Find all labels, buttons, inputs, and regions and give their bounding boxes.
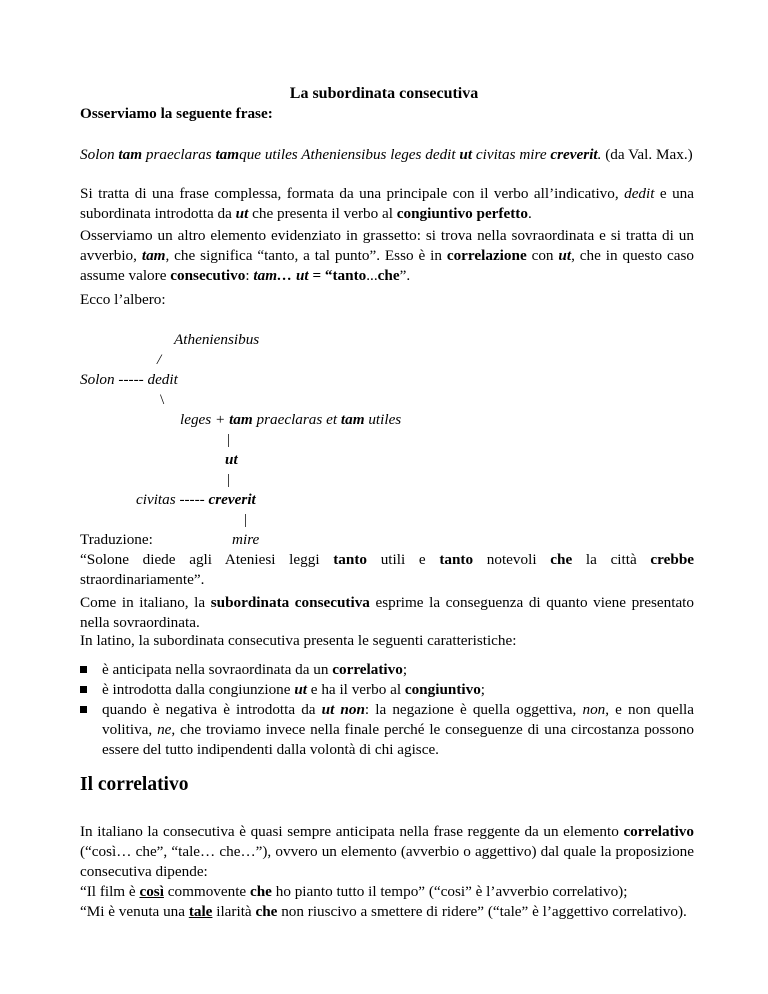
example-1	[80, 882, 694, 902]
text: ;	[402, 661, 408, 678]
text: In italiano la consecutiva è quasi sempre anticipata nella frase reggente da un elemento	[80, 823, 624, 840]
text: commovente	[163, 883, 250, 900]
term-tale: tale	[188, 903, 213, 920]
term-che: che	[249, 883, 272, 900]
tree-solon-dedit: Solon ----- dedit	[80, 371, 178, 388]
example-2	[80, 902, 694, 922]
tree-civitas-creverit	[136, 490, 256, 510]
ex-text: que utiles Atheniensibus leges dedit	[239, 146, 460, 163]
square-bullet-icon	[80, 666, 87, 673]
term-ut-non: ut non	[321, 701, 365, 718]
square-bullet-icon	[80, 686, 87, 693]
ex-creverit: creverit	[550, 146, 598, 163]
tree-atheniensibus: Atheniensibus	[174, 331, 260, 348]
paragraph-4: In latino, la subordinata consecutiva presenta le seguenti caratteristiche:	[80, 632, 517, 649]
ex-source: (da Val. Max.)	[601, 146, 693, 163]
text: Si tratta di una frase complessa, formata da una principale con il verbo all’indicativo,	[80, 185, 625, 202]
term-correlativo: correlativo	[623, 823, 694, 840]
text: utili e	[367, 551, 440, 568]
text: Come in italiano, la	[80, 594, 211, 611]
text: praeclaras et	[252, 411, 341, 428]
text: con	[526, 247, 559, 264]
text: “Il film è	[80, 883, 140, 900]
list-item	[80, 660, 694, 680]
text: è anticipata nella sovraordinata da un	[102, 661, 333, 678]
translation-text	[80, 550, 694, 590]
paragraph-5	[80, 822, 694, 882]
ex-ut: ut	[459, 146, 473, 163]
text: civitas -----	[136, 491, 209, 508]
term-che: che	[377, 267, 400, 284]
tree-pipe: |	[244, 511, 248, 528]
text: , che significa “tanto, a tal punto”. Esso è in	[165, 247, 447, 264]
square-bullet-icon	[80, 706, 87, 713]
term-ut: ut	[294, 681, 307, 698]
term-crebbe: crebbe	[650, 551, 695, 568]
ex-text: civitas mire	[472, 146, 551, 163]
text: (“così… che”, “tale… che…”), ovvero un elemento (avverbio o aggettivo) dal quale la proposizione consecutiva dipende:	[80, 843, 694, 880]
term-tam-ut: tam… ut	[253, 267, 309, 284]
text: .	[527, 205, 532, 222]
text: “Solone diede agli Ateniesi leggi	[80, 551, 334, 568]
term-tanto: tanto	[439, 551, 474, 568]
text: : la negazione è quella oggettiva,	[364, 701, 583, 718]
term-cosi: così	[139, 883, 164, 900]
term-ut: ut	[558, 247, 572, 264]
tree-pipe: |	[227, 431, 231, 448]
tree-slash: /	[157, 351, 162, 368]
text: esprime la conseguenza di quanto viene presentato nella sovraordinata.	[80, 594, 694, 631]
ex-tam: tam	[118, 146, 143, 163]
intro-label: Osserviamo la seguente frase:	[80, 105, 273, 122]
list-item	[80, 680, 694, 700]
tree-tam: tam	[340, 411, 365, 428]
term-tam: tam	[141, 247, 166, 264]
tree-ut: ut	[225, 451, 238, 468]
text: e ha il verbo al	[307, 681, 405, 698]
text: ...	[366, 267, 378, 284]
text: = “	[308, 267, 333, 284]
text: non riuscivo a smettere di ridere” (“tale” è l’aggettivo correlativo).	[277, 903, 687, 920]
term-congiuntivo: congiuntivo	[404, 681, 481, 698]
text: , e non quella volitiva,	[102, 701, 694, 738]
text: leges +	[180, 411, 230, 428]
ex-tam: tam	[215, 146, 240, 163]
paragraph-3	[80, 593, 694, 633]
page-title: La subordinata consecutiva	[289, 85, 479, 102]
text: quando è negativa è introdotta da	[102, 701, 322, 718]
tree-backslash: \	[160, 391, 165, 408]
text: ilarità	[212, 903, 256, 920]
text: ”.	[399, 267, 411, 284]
translation-line: straordinariamente”.	[80, 571, 205, 588]
text: Osserviamo un altro elemento evidenziato in grassetto: si trova nella sovraordinata e si tratta di un avverbio,	[80, 227, 694, 264]
text: che presenta il verbo al	[248, 205, 397, 222]
term-tanto: tanto	[333, 551, 367, 568]
term-ut: ut	[235, 205, 249, 222]
ex-text: .	[597, 146, 602, 163]
example-sentence	[80, 145, 694, 165]
translation-line	[80, 550, 694, 570]
term-ne: ne	[157, 721, 172, 738]
text: ho pianto tutto il tempo” (“cosi” è l’avverbio correlativo);	[271, 883, 628, 900]
tree-leges	[180, 410, 401, 430]
translation-label: Traduzione:	[80, 531, 153, 548]
list-item	[80, 700, 694, 760]
text: è introdotta dalla congiunzione	[102, 681, 295, 698]
paragraph-1	[80, 184, 694, 224]
term-consecutivo: consecutivo	[170, 267, 246, 284]
term-non: non	[582, 701, 606, 718]
ex-text: Solon	[80, 146, 119, 163]
features-list	[80, 660, 694, 760]
term-subordinata: subordinata consecutiva	[210, 594, 370, 611]
text: , che troviamo invece nella finale perché le conseguenze di una circostanza possono essere del tutto indipendenti dalla volontà di chi agisce.	[102, 721, 694, 758]
tree-pipe: |	[227, 471, 231, 488]
tree-mire: mire	[232, 531, 260, 548]
term-congiuntivo: congiuntivo perfetto	[396, 205, 528, 222]
term-tanto: tanto	[332, 267, 367, 284]
tree-intro: Ecco l’albero:	[80, 291, 166, 308]
text: “Mi è venuta una	[80, 903, 189, 920]
text: ;	[480, 681, 486, 698]
section-heading: Il correlativo	[80, 774, 189, 795]
paragraph-2	[80, 226, 694, 286]
ex-text: praeclaras	[142, 146, 216, 163]
term-dedit: dedit	[624, 185, 655, 202]
text: e una subordinata introdotta da	[80, 185, 694, 222]
text: , che in questo caso assume valore	[80, 247, 695, 284]
text: notevoli	[473, 551, 551, 568]
text: la città	[572, 551, 651, 568]
text: :	[245, 267, 254, 284]
tree-creverit: creverit	[208, 491, 256, 508]
term-correlazione: correlazione	[446, 247, 527, 264]
term-che: che	[550, 551, 573, 568]
tree-tam: tam	[229, 411, 253, 428]
term-correlativo: correlativo	[332, 661, 403, 678]
term-che: che	[255, 903, 278, 920]
text: utiles	[364, 411, 402, 428]
